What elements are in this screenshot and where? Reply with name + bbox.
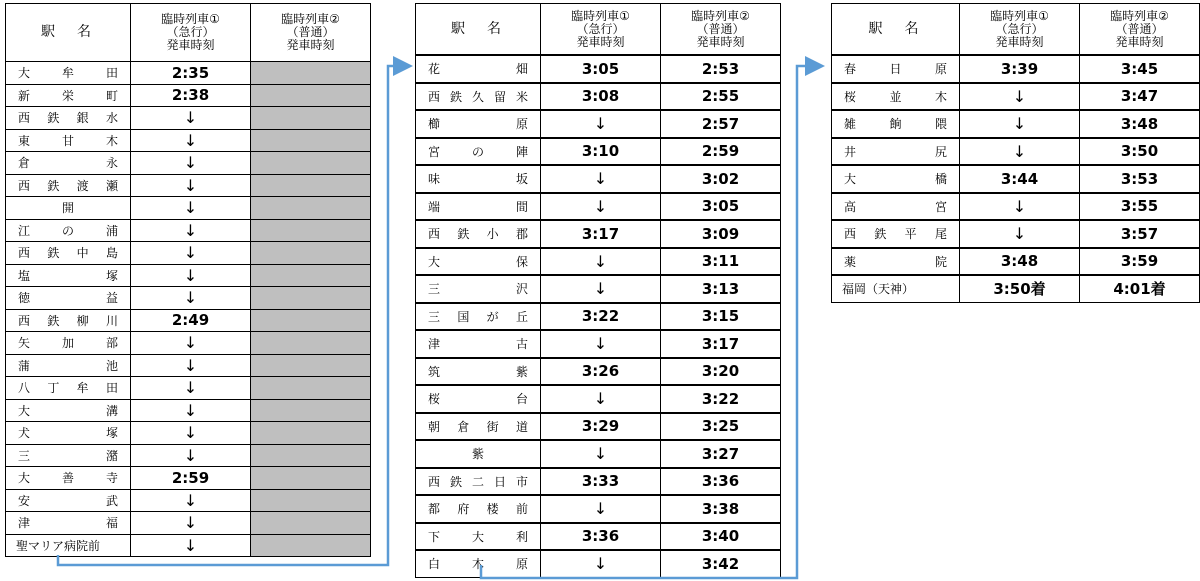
- pass-through-arrow: ↓: [541, 193, 661, 221]
- train1-departure-time: 3:48: [960, 248, 1080, 276]
- station-name: 三国が丘: [416, 303, 541, 331]
- station-name: 津古: [416, 330, 541, 358]
- train1-header: 臨時列車① （急行） 発車時刻: [131, 4, 251, 62]
- train2-departure-time: 3:09: [661, 220, 781, 248]
- pass-through-arrow: ↓: [960, 138, 1080, 166]
- pass-through-arrow: ↓: [131, 377, 251, 400]
- train1-departure-time: 2:59: [131, 467, 251, 490]
- station-name: 三沢: [416, 275, 541, 303]
- pass-through-arrow: ↓: [541, 165, 661, 193]
- pass-through-arrow: ↓: [131, 399, 251, 422]
- pass-through-arrow: ↓: [131, 242, 251, 265]
- station-name: 都府楼前: [416, 495, 541, 523]
- station-name: 福岡（天神）: [832, 275, 960, 302]
- pass-through-arrow: ↓: [541, 248, 661, 276]
- train2-departure-time: 3:53: [1080, 165, 1200, 193]
- train1-departure-time: 3:33: [541, 468, 661, 496]
- train2-departure-time: 3:40: [661, 523, 781, 551]
- station-name: 味坂: [416, 165, 541, 193]
- train2-departure-time: 3:55: [1080, 193, 1200, 221]
- train2-departure-time: 3:22: [661, 385, 781, 413]
- station-name: 三潴: [6, 444, 131, 467]
- station-name: 塩塚: [6, 264, 131, 287]
- train2-departure-time: 2:59: [661, 138, 781, 166]
- train2-departure-time: 3:47: [1080, 83, 1200, 111]
- train2-departure-time: 2:57: [661, 110, 781, 138]
- pass-through-arrow: ↓: [541, 385, 661, 413]
- pass-through-arrow: ↓: [131, 422, 251, 445]
- station-name: 大保: [416, 248, 541, 276]
- pass-through-arrow: ↓: [960, 83, 1080, 111]
- station-name: 江の浦: [6, 219, 131, 242]
- station-name: 櫛原: [416, 110, 541, 138]
- pass-through-arrow: ↓: [541, 110, 661, 138]
- train2-departure-time: 3:38: [661, 495, 781, 523]
- station-name: 新栄町: [6, 84, 131, 107]
- station-name-header: 駅 名: [416, 4, 541, 56]
- station-name: 下大利: [416, 523, 541, 551]
- train1-departure-time: 2:49: [131, 309, 251, 332]
- train2-departure-time: 3:25: [661, 413, 781, 441]
- station-name: 紫: [416, 440, 541, 468]
- station-name: 大橋: [832, 165, 960, 193]
- station-name: 春日原: [832, 55, 960, 83]
- pass-through-arrow: ↓: [131, 107, 251, 130]
- train2-departure-time: 2:55: [661, 83, 781, 111]
- pass-through-arrow: ↓: [131, 489, 251, 512]
- station-name: 朝倉街道: [416, 413, 541, 441]
- station-name: 西鉄渡瀬: [6, 174, 131, 197]
- train2-departure-time: 3:02: [661, 165, 781, 193]
- station-name: 東甘木: [6, 129, 131, 152]
- pass-through-arrow: ↓: [960, 220, 1080, 248]
- pass-through-arrow: ↓: [131, 354, 251, 377]
- train2-header: 臨時列車② （普通） 発車時刻: [251, 4, 371, 62]
- train1-departure-time: 3:08: [541, 83, 661, 111]
- station-name: 西鉄久留米: [416, 83, 541, 111]
- connector-arrow-1: [58, 66, 408, 565]
- station-name: 大溝: [6, 399, 131, 422]
- pass-through-arrow: ↓: [131, 219, 251, 242]
- station-name: 犬塚: [6, 422, 131, 445]
- train2-departure-time: 3:17: [661, 330, 781, 358]
- train2-departure-time: 3:13: [661, 275, 781, 303]
- train1-departure-time: 3:36: [541, 523, 661, 551]
- station-name: 西鉄小郡: [416, 220, 541, 248]
- pass-through-arrow: ↓: [131, 264, 251, 287]
- pass-through-arrow: ↓: [131, 534, 251, 557]
- station-name: 井尻: [832, 138, 960, 166]
- pass-through-arrow: ↓: [960, 110, 1080, 138]
- train2-departure-time: 3:05: [661, 193, 781, 221]
- train2-departure-time: 3:48: [1080, 110, 1200, 138]
- train1-departure-time: 3:44: [960, 165, 1080, 193]
- train1-departure-time: 3:50着: [960, 275, 1080, 302]
- station-name: 大善寺: [6, 467, 131, 490]
- train2-departure-time: 3:50: [1080, 138, 1200, 166]
- train1-departure-time: 3:10: [541, 138, 661, 166]
- train1-header: 臨時列車① （急行） 発車時刻: [960, 4, 1080, 56]
- train2-header: 臨時列車② （普通） 発車時刻: [1080, 4, 1200, 56]
- station-name: 大牟田: [6, 62, 131, 85]
- pass-through-arrow: ↓: [541, 330, 661, 358]
- station-name: 花畑: [416, 55, 541, 83]
- station-name: 安武: [6, 489, 131, 512]
- train2-departure-time: 3:15: [661, 303, 781, 331]
- pass-through-arrow: ↓: [960, 193, 1080, 221]
- station-name-header: 駅 名: [6, 4, 131, 62]
- station-name: 桜台: [416, 385, 541, 413]
- station-name: 高宮: [832, 193, 960, 221]
- train2-departure-time: 3:27: [661, 440, 781, 468]
- station-name: 雑餉隈: [832, 110, 960, 138]
- station-name: 聖マリア病院前: [6, 534, 131, 557]
- station-name: 矢加部: [6, 332, 131, 355]
- pass-through-arrow: ↓: [131, 129, 251, 152]
- pass-through-arrow: ↓: [131, 287, 251, 310]
- train2-departure-time: 3:20: [661, 358, 781, 386]
- train2-departure-time: 3:36: [661, 468, 781, 496]
- station-name: 西鉄平尾: [832, 220, 960, 248]
- train1-header: 臨時列車① （急行） 発車時刻: [541, 4, 661, 56]
- station-name: 宮の陣: [416, 138, 541, 166]
- station-name: 開: [6, 197, 131, 220]
- train2-departure-time: 3:11: [661, 248, 781, 276]
- train2-departure-time: 4:01着: [1080, 275, 1200, 302]
- station-name: 筑紫: [416, 358, 541, 386]
- station-name: 津福: [6, 512, 131, 535]
- station-name: 八丁牟田: [6, 377, 131, 400]
- station-name: 蒲池: [6, 354, 131, 377]
- pass-through-arrow: ↓: [131, 444, 251, 467]
- train2-departure-time: 2:53: [661, 55, 781, 83]
- train1-departure-time: 3:29: [541, 413, 661, 441]
- pass-through-arrow: ↓: [541, 275, 661, 303]
- pass-through-arrow: ↓: [541, 440, 661, 468]
- station-name: 桜並木: [832, 83, 960, 111]
- station-name: 倉永: [6, 152, 131, 175]
- pass-through-arrow: ↓: [541, 550, 661, 577]
- station-name: 西鉄銀水: [6, 107, 131, 130]
- pass-through-arrow: ↓: [131, 174, 251, 197]
- station-name: 西鉄中島: [6, 242, 131, 265]
- station-name: 白木原: [416, 550, 541, 577]
- train2-departure-time: 3:42: [661, 550, 781, 577]
- train1-departure-time: 2:35: [131, 62, 251, 85]
- train1-departure-time: 3:39: [960, 55, 1080, 83]
- train1-departure-time: 3:26: [541, 358, 661, 386]
- connector-arrow-2: [481, 66, 820, 578]
- train2-departure-time: 3:59: [1080, 248, 1200, 276]
- pass-through-arrow: ↓: [131, 152, 251, 175]
- train1-departure-time: 3:05: [541, 55, 661, 83]
- station-name: 端間: [416, 193, 541, 221]
- train1-departure-time: 2:38: [131, 84, 251, 107]
- station-name: 西鉄柳川: [6, 309, 131, 332]
- pass-through-arrow: ↓: [131, 197, 251, 220]
- station-name: 西鉄二日市: [416, 468, 541, 496]
- station-name: 徳益: [6, 287, 131, 310]
- train2-departure-time: 3:57: [1080, 220, 1200, 248]
- train1-departure-time: 3:17: [541, 220, 661, 248]
- train2-departure-time: 3:45: [1080, 55, 1200, 83]
- pass-through-arrow: ↓: [541, 495, 661, 523]
- pass-through-arrow: ↓: [131, 332, 251, 355]
- station-name: 薬院: [832, 248, 960, 276]
- pass-through-arrow: ↓: [131, 512, 251, 535]
- train2-header: 臨時列車② （普通） 発車時刻: [661, 4, 781, 56]
- station-name-header: 駅 名: [832, 4, 960, 56]
- train1-departure-time: 3:22: [541, 303, 661, 331]
